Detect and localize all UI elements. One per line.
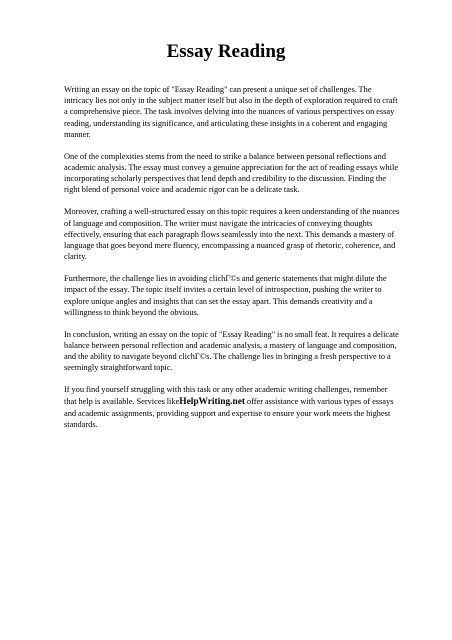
paragraph-intro: Writing an essay on the topic of "Essay Reading" can present a unique set of challenges. The intricacy lies not only in the subject matter itself but also in the depth of exploration required to craft a comprehensive piece. The task involves delving into the nuances of various perspectives on essay reading, understanding its significance, and articulating these insights in a coherent and engaging manner. bbox=[64, 85, 398, 139]
paragraph-closing bbox=[64, 384, 400, 430]
document-title: Essay Reading bbox=[166, 41, 286, 62]
paragraph-cliches: Furthermore, the challenge lies in avoiding clichΓ©s and generic statements that might dilute the impact of the essay. The topic itself invites a certain level of introspection, pushing the writer to explore unique angles and insights that can set the essay apart. This demands creativity and a willingness to think beyond the obvious. bbox=[64, 274, 387, 317]
paragraph-complexities: One of the complexities stems from the need to strike a balance between personal reflections and academic analysis. The essay must convey a genuine appreciation for the act of reading essays while incorporating scholarly perspectives that lend depth and credibility to the discussion. Finding the right blend of personal voice and academic rigor can be a delicate task. bbox=[64, 151, 399, 195]
paragraph-conclusion: In conclusion, writing an essay on the topic of "Essay Reading" is no small feat. It requires a delicate balance between personal reflection and academic analysis, a mastery of language and composition, and the ability to navigate beyond clichΓ©s. The challenge lies in bringing a fresh perspective to a seemingly straightforward topic. bbox=[64, 329, 399, 373]
closing-text-after: offer assistance with various types of essays and academic assignments, providing support and expertise to ensure your work meets the highest standards. bbox=[64, 396, 394, 430]
paragraph-structure: Moreover, crafting a well-structured essay on this topic requires a keen understanding of the nuances of language and composition. The writer must navigate the intricacies of conveying thoughts effectively, ensuring that each paragraph flows seamlessly into the next. This demands a mastery of language that goes beyond mere fluency, encompassing a nuanced grasp of rhetoric, coherence, and clarity. bbox=[64, 207, 400, 262]
document-body bbox=[64, 84, 400, 441]
closing-text-before: If you find yourself struggling with this task or any other academic writing challenges, remember that help is available. Services like bbox=[64, 385, 388, 406]
brand-link[interactable]: HelpWriting.net bbox=[179, 396, 245, 407]
